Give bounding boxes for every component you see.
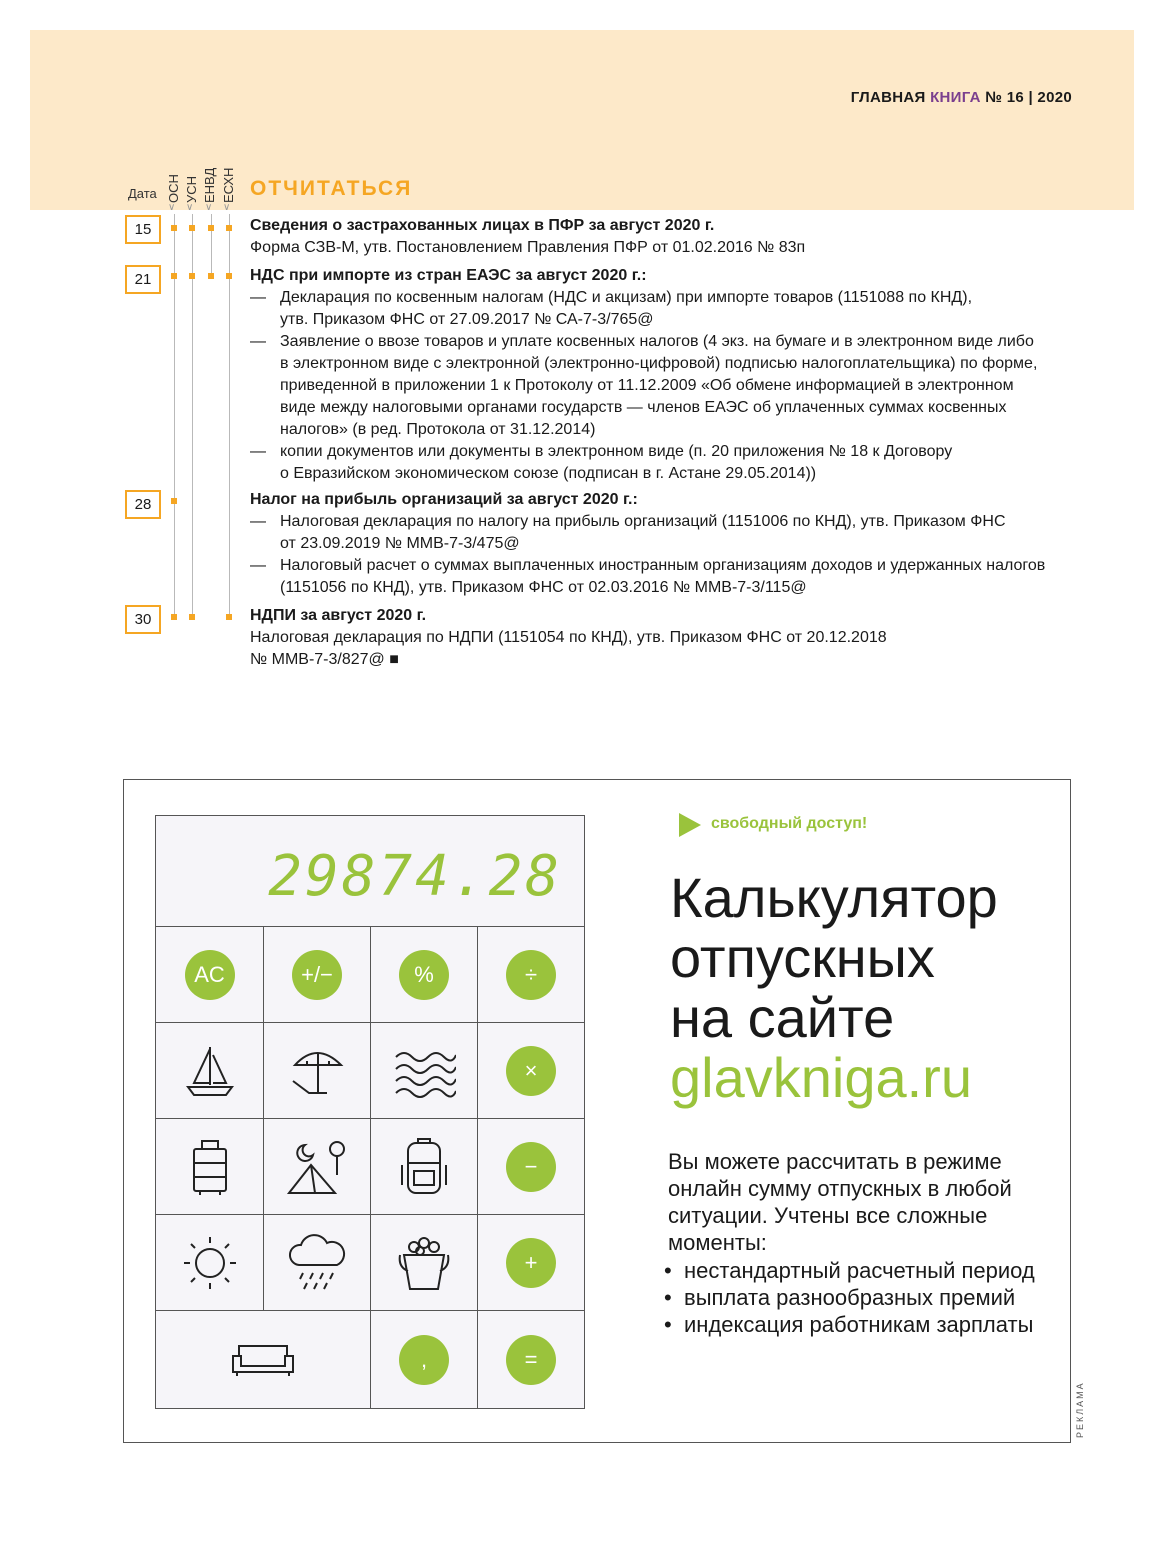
entry-21: [250, 265, 1037, 485]
regime-mark: [226, 614, 232, 620]
entry-30: [250, 605, 887, 671]
divide-button: ÷: [506, 950, 556, 1000]
regime-label-usn: УСН: [184, 175, 199, 203]
sofa-icon: [156, 1311, 371, 1408]
date-box: 21: [125, 265, 161, 294]
regime-label-envd: ЕНВД: [202, 167, 217, 203]
masthead: [851, 89, 1072, 106]
chevron-down-icon: ∨: [223, 202, 231, 213]
calculator-screen: [156, 816, 584, 927]
entry-28: [250, 489, 1045, 599]
chevron-down-icon: ∨: [205, 202, 213, 213]
date-box: 15: [125, 215, 161, 244]
list-item: — копии документов или документы в электронном виде (п. 20 приложения № 18 к Договору о Евразийском экономическом союзе (подписан в г. Астане 29.05.2014)): [250, 443, 953, 482]
regime-mark: [171, 498, 177, 504]
plus-button: +: [506, 1238, 556, 1288]
entry-title: НДС при импорте из стран ЕАЭС за август 2020 г.:: [250, 267, 647, 284]
regime-mark: [189, 225, 195, 231]
entry-text: Форма СЗВ-М, утв. Постановлением Правления ПФР от 01.02.2016 № 83п: [250, 239, 806, 256]
play-arrow-icon: [679, 813, 701, 837]
regime-mark: [226, 225, 232, 231]
list-item: — Заявление о ввозе товаров и уплате косвенных налогов (4 экз. на бумаге и в электронном виде либо в электронном виде с электронной (электронно-цифровой) подписью налогоплательщика) по форме, приведенной в приложении 1 к Протоколу от 11.12.2009 «Об обмене информацией в электронном виде между налоговыми органами государств — членов ЕАЭС об уплаченных суммах косвенных налогов» (в ред. Протокола от 31.12.2014): [250, 333, 1038, 438]
free-access-label: свободный доступ!: [711, 815, 868, 832]
brand-accent: КНИГА: [930, 89, 981, 106]
section-title: ОТЧИТАТЬСЯ: [250, 177, 413, 200]
suitcase-icon: [156, 1119, 264, 1215]
waves-icon: [371, 1023, 478, 1119]
list-item: • нестандартный расчетный период: [664, 1257, 1054, 1284]
date-box: 30: [125, 605, 161, 634]
multiply-button: ×: [506, 1046, 556, 1096]
entry-title: Сведения о застрахованных лицах в ПФР за август 2020 г.: [250, 217, 715, 234]
chevron-down-icon: ∨: [186, 202, 194, 213]
chevron-down-icon: ∨: [168, 202, 176, 213]
issue-number: № 16 | 2020: [985, 89, 1072, 106]
calculator-illustration: [155, 815, 585, 1409]
regime-mark: [189, 273, 195, 279]
entry-text: № ММВ-7-3/827@ ■: [250, 651, 399, 668]
ac-button: AC: [185, 950, 235, 1000]
tent-camping-icon: [264, 1119, 371, 1215]
entry-title: Налог на прибыль организаций за август 2020 г.:: [250, 491, 638, 508]
comma-button: ,: [399, 1335, 449, 1385]
list-item: • выплата разнообразных премий: [664, 1284, 1054, 1311]
regime-label-eskhn: ЕСХН: [221, 167, 236, 203]
date-box: 28: [125, 490, 161, 519]
list-item: — Налоговая декларация по налогу на прибыль организаций (1151006 по КНД), утв. Приказом ФНС от 23.09.2019 № ММВ-7-3/475@: [250, 513, 1006, 552]
regime-mark: [208, 273, 214, 279]
regime-mark: [171, 273, 177, 279]
timeline-envd: [211, 214, 212, 276]
backpack-icon: [371, 1119, 478, 1215]
regime-label-osn: ОСН: [166, 174, 181, 203]
beach-umbrella-icon: [264, 1023, 371, 1119]
regime-mark: [189, 614, 195, 620]
minus-button: −: [506, 1142, 556, 1192]
regime-mark: [171, 225, 177, 231]
site-link[interactable]: glavkniga.ru: [670, 1046, 972, 1109]
list-item: — Налоговый расчет о суммах выплаченных иностранным организациям доходов и удержанных налогов (1151056 по КНД), утв. Приказом ФНС от 02.03.2016 № ММВ-7-3/115@: [250, 557, 1046, 596]
entry-15: [250, 215, 805, 259]
equals-button: =: [506, 1335, 556, 1385]
plus-minus-button: +/−: [292, 950, 342, 1000]
regime-mark: [171, 614, 177, 620]
percent-button: %: [399, 950, 449, 1000]
bucket-icon: [371, 1215, 478, 1311]
list-item: — Декларация по косвенным налогам (НДС и акцизам) при импорте товаров (1151088 по КНД), утв. Приказом ФНС от 27.09.2017 № СА-7-3/765@: [250, 289, 973, 328]
date-column-label: Дата: [128, 186, 157, 201]
ad-bullets: [664, 1257, 1054, 1338]
calculator-display: 29874.28: [268, 844, 562, 909]
regime-mark: [226, 273, 232, 279]
list-item: • индексация работникам зарплаты: [664, 1311, 1054, 1338]
ad-body: Вы можете рассчитать в режиме онлайн сумму отпускных в любой ситуации. Учтены все сложные моменты:: [668, 1149, 1012, 1255]
sun-icon: [156, 1215, 264, 1311]
ad-headline: Калькулятор отпускных на сайте glavkniga.ru: [670, 866, 998, 1109]
entry-title: НДПИ за август 2020 г.: [250, 607, 427, 624]
brand-main: ГЛАВНАЯ: [850, 89, 926, 106]
ad-label: РЕКЛАМА: [1075, 1381, 1085, 1438]
entry-text: Налоговая декларация по НДПИ (1151054 по КНД), утв. Приказом ФНС от 20.12.2018: [250, 629, 887, 646]
rain-cloud-icon: [264, 1215, 371, 1311]
sailboat-icon: [156, 1023, 264, 1119]
regime-mark: [208, 225, 214, 231]
